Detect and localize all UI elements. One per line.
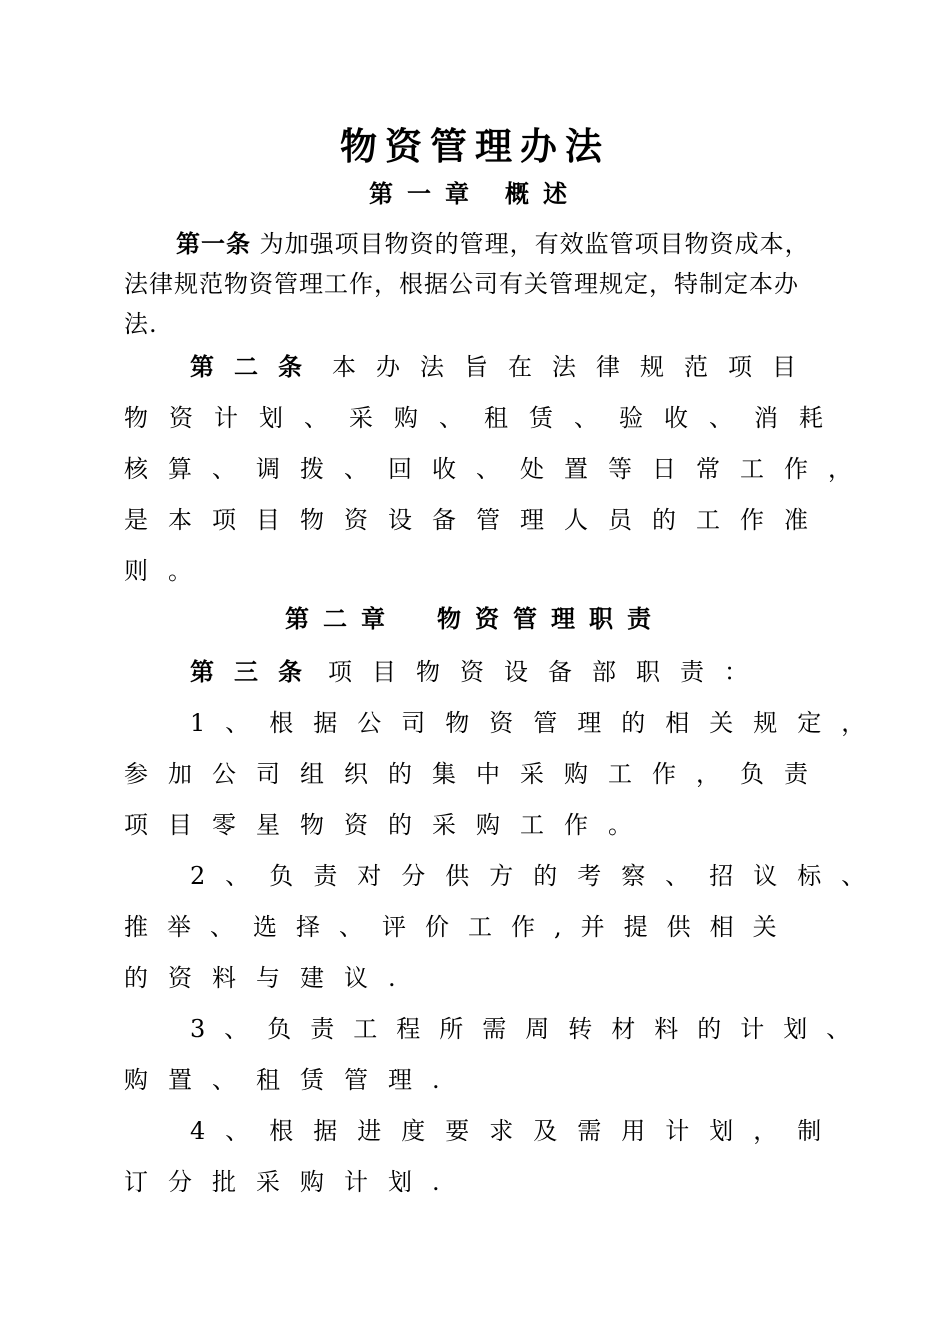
item-4-line-1: 4、根据进度要求及需用计划，制 [190,1117,842,1145]
item-3-line-1: 3、负责工程所需周转材料的计划、 [190,1015,870,1043]
article-1-heading: 第一条 [176,229,251,258]
article-2-line-4: 是本项目物资设备管理人员的工作准 [124,506,828,534]
article-2-heading: 第二条 [190,352,322,381]
article-2-line-2: 物资计划、采购、租赁、验收、消耗 [124,404,844,432]
article-2-line-5: 则。 [124,557,212,585]
chapter-2-name: 物资管理职责 [437,604,665,633]
document-title: 物资管理办法 [340,124,610,168]
item-2-line-2: 推举、选择、评价工作,并提供相关 [124,913,796,941]
chapter-2-number: 第二章 [285,604,399,633]
article-1-line-1: 第一条 为加强项目物资的管理，有效监管项目物资成本， [176,229,810,258]
item-1-line-2: 参加公司组织的集中采购工作，负责 [124,760,828,788]
chapter-2-heading [0,599,950,634]
article-2-line-3: 核算、调拨、回收、处置等日常工作， [124,455,872,483]
article-1-line-3: 法. [124,310,158,338]
article-3-line-1: 第三条 项目物资设备部职责： [190,657,768,686]
item-4-line-2: 订分批采购计划. [124,1168,460,1196]
item-3-line-2: 购置、租赁管理. [124,1066,460,1094]
article-2-line-1: 第二条 本办法旨在法律规范项目 [190,352,816,381]
chapter-1-number: 第一章 [369,179,483,208]
chapter-1-heading [0,174,950,209]
item-1-line-3: 项目零星物资的采购工作。 [124,811,652,839]
item-2-line-3: 的资料与建议. [124,964,416,992]
chapter-1-name: 概述 [505,179,581,208]
article-3-heading: 第三条 [190,657,322,686]
item-1-line-1: 1、根据公司物资管理的相关规定， [190,709,886,737]
article-1-line-2: 法律规范物资管理工作，根据公司有关管理规定，特制定本办 [124,270,799,298]
item-2-line-1: 2、负责对分供方的考察、招议标、 [190,862,886,890]
